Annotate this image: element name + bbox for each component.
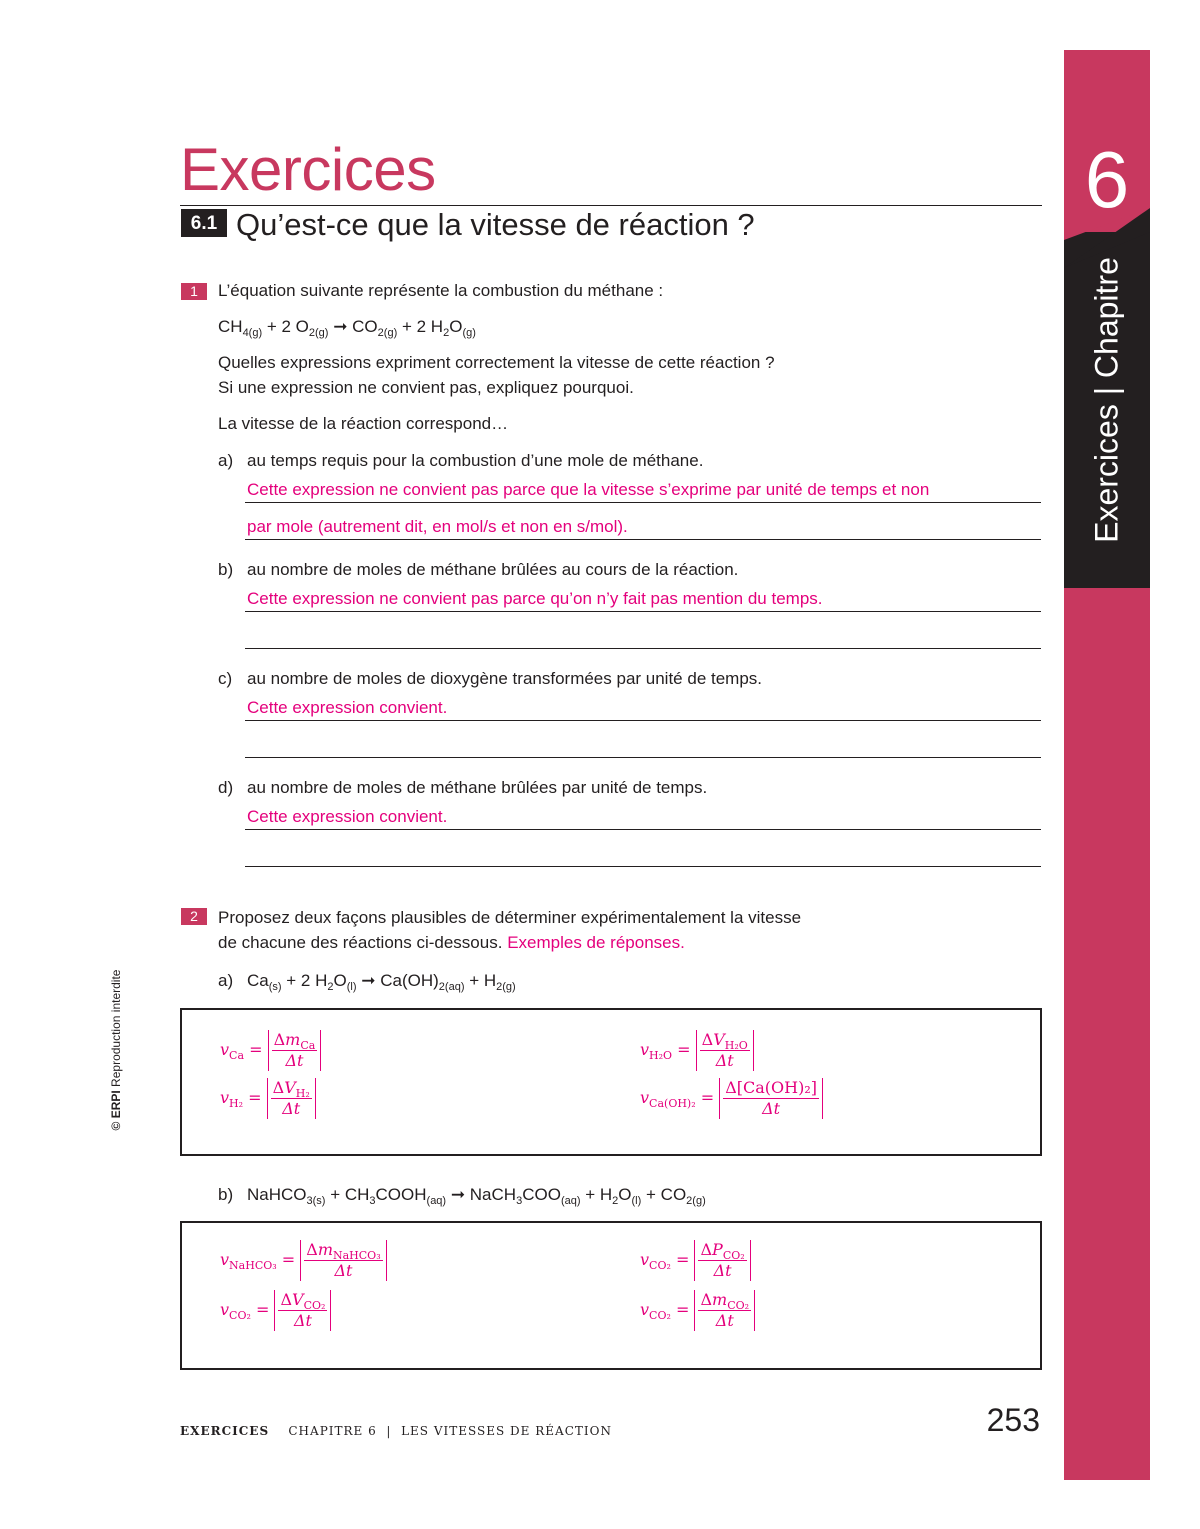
footer-separator: |	[386, 1424, 392, 1438]
item-b-answer-line1: Cette expression ne convient pas parce qu’on n’y fait pas mention du temps.	[247, 589, 823, 608]
footer-running-head	[180, 1424, 612, 1438]
copyright-brand: © ERPI	[109, 1090, 123, 1131]
item-a-answer-line2: par mole (autrement dit, en mol/s et non en s/mol).	[247, 517, 628, 536]
formula-v-h2: $v_{H_2}$ = $\frac{\Delta V_{H_2}}{\Delta t}$	[220, 1078, 316, 1119]
section-number-badge: 6.1	[181, 209, 227, 237]
chapter-tab-label	[1089, 257, 1126, 543]
item-d-answer-line1: Cette expression convient.	[247, 807, 448, 826]
chapter-number: 6	[1084, 135, 1130, 224]
item-a-text: au temps requis pour la combustion d’une mole de méthane.	[247, 451, 704, 470]
question-2-prompt-text: de chacune des réactions ci-dessous.	[218, 933, 503, 952]
formula-v-co2-volume: $v_{CO_2}$ = $\frac{\Delta V_{CO_2}}{\Delta t}$	[220, 1290, 331, 1331]
tab-label-bold: Exercices	[1088, 404, 1125, 543]
footer-chapter-title: LES VITESSES DE RÉACTION	[401, 1424, 612, 1438]
footer-section: EXERCICES	[180, 1424, 270, 1438]
answer-line	[245, 539, 1041, 540]
answer-line	[245, 648, 1041, 649]
answer-line	[245, 866, 1041, 867]
item-c-answer-line1: Cette expression convient.	[247, 698, 448, 717]
question-2-prompt-line2	[218, 932, 685, 954]
question-2-number: 2	[181, 908, 207, 925]
item-b-text: au nombre de moles de méthane brûlées au cours de la réaction.	[247, 560, 739, 579]
reaction-a-label: a)	[218, 971, 234, 990]
formula-v-ca: $v_{Ca}$ = $\frac{\Delta m_{Ca}}{\Delta t}$	[220, 1030, 321, 1071]
item-c-label: c)	[218, 669, 233, 688]
question-1-number: 1	[181, 283, 207, 300]
formula-v-h2o: $v_{H_2O}$ = $\frac{\Delta V_{H_2O}}{\Delta t}$	[640, 1030, 754, 1071]
methane-equation: $CH_{4(g)} + 2$ $O_{2(g)}$ ➞ $CO_{2(g)} + 2$ $H_2O_{(g)}$	[218, 317, 476, 339]
answer-line	[245, 829, 1041, 830]
page-number: 253	[986, 1402, 1040, 1438]
section-title: Qu’est-ce que la vitesse de réaction ?	[236, 207, 755, 242]
tab-label-rest: Chapitre	[1088, 257, 1125, 379]
reaction-a-equation: $Ca_{(s)} + 2$ $H_2O_{(l)}$ ➞ $Ca(OH)_{2(aq)} + H_{2(g)}$	[247, 971, 516, 993]
question-1-line1: Quelles expressions expriment correctement la vitesse de cette réaction ?	[218, 353, 775, 372]
item-b-label: b)	[218, 560, 234, 579]
item-c-text: au nombre de moles de dioxygène transformées par unité de temps.	[247, 669, 763, 688]
question-2-prompt-line1: Proposez deux façons plausibles de déterminer expérimentalement la vitesse	[218, 908, 802, 927]
formula-v-co2-pressure: $v_{CO_2}$ = $\frac{\Delta P_{CO_2}}{\Delta t}$	[640, 1240, 751, 1281]
question-1-lead: La vitesse de la réaction correspond…	[218, 414, 509, 433]
answer-line	[245, 502, 1041, 503]
footer-chapter: CHAPITRE 6	[288, 1424, 377, 1438]
item-a-answer-line1: Cette expression ne convient pas parce que la vitesse s’exprime par unité de temps et non	[247, 480, 930, 499]
reaction-b-label: b)	[218, 1185, 234, 1204]
question-1-prompt: L’équation suivante représente la combustion du méthane :	[218, 281, 664, 300]
question-1-line2: Si une expression ne convient pas, expliquez pourquoi.	[218, 378, 634, 397]
tab-label-separator: |	[1088, 386, 1125, 396]
copyright-note	[109, 970, 123, 1131]
item-a-label: a)	[218, 451, 234, 470]
chapter-tab-bottom	[1064, 588, 1150, 1480]
reaction-b-equation: NaHCO$_{3(s)}$ + $CH_3COOH_{(aq)}$ ➞ $NaCH_3COO_{(aq)} + H_2O_{(l)} + CO_{2(g)}$	[247, 1185, 706, 1207]
formula-v-caoh2: $v_{Ca(OH)_2}$ = $\frac{\text{Δ[Ca(OH)₂]}}{\Delta t}$	[640, 1078, 823, 1119]
formula-v-co2-mass: $v_{CO_2}$ = $\frac{\Delta m_{CO_2}}{\Delta t}$	[640, 1290, 755, 1331]
page-title: Exercices	[180, 136, 436, 203]
formula-v-nahco3: $v_{NaHCO_3}$ = $\frac{\Delta m_{NaHCO_3}}{\Delta t}$	[220, 1240, 387, 1281]
copyright-text: Reproduction interdite	[109, 969, 123, 1087]
answer-line	[245, 757, 1041, 758]
examples-note: Exemples de réponses.	[507, 933, 685, 952]
answer-line	[245, 720, 1041, 721]
answer-line	[245, 611, 1041, 612]
item-d-label: d)	[218, 778, 234, 797]
item-d-text: au nombre de moles de méthane brûlées par unité de temps.	[247, 778, 708, 797]
